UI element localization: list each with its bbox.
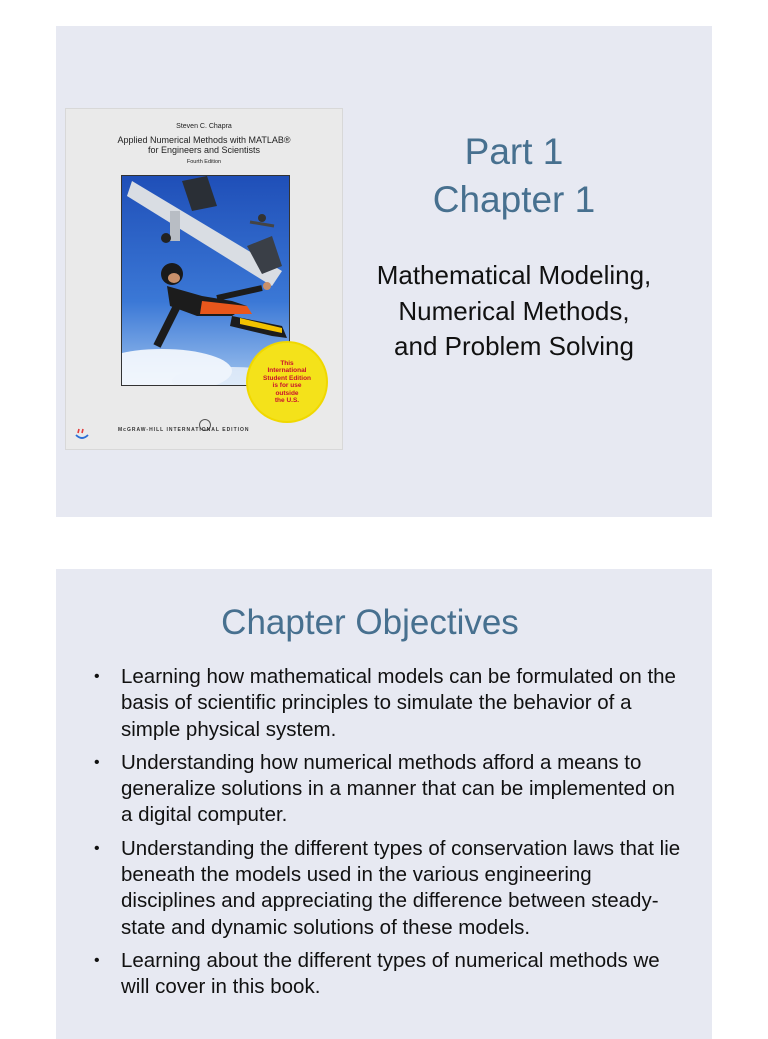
part-chapter-heading xyxy=(356,128,672,224)
objective-text: Understanding how numerical methods afford a means to generalize solutions in a manner that can be implemented on a digital computer. xyxy=(121,750,675,827)
cover-title-line2: for Engineers and Scientists xyxy=(147,145,261,155)
list-item xyxy=(94,948,684,1001)
objective-text: Learning about the different types of numerical methods we will cover in this book. xyxy=(121,948,660,999)
bullet-icon: • xyxy=(94,951,100,969)
cover-edition: Fourth Edition xyxy=(186,159,222,165)
cover-publisher: McGRAW-HILL INTERNATIONAL EDITION xyxy=(118,427,250,433)
list-item xyxy=(94,664,684,743)
objectives-list xyxy=(94,664,684,1008)
bullet-icon: • xyxy=(94,839,100,857)
chapter-subtitle xyxy=(346,258,682,365)
smile-logo-icon xyxy=(74,427,90,441)
subtitle-line: Numerical Methods, xyxy=(398,295,630,326)
cover-author: Steven C. Chapra xyxy=(176,123,232,130)
subtitle-line: Mathematical Modeling, xyxy=(376,260,652,290)
chapter-label: Chapter 1 xyxy=(432,179,596,220)
international-edition-badge xyxy=(248,343,326,421)
objective-text: Learning how mathematical models can be formulated on the basis of scientific principles to simulate the behavior of a simple physical system. xyxy=(121,665,676,741)
badge-line: the U.S. xyxy=(274,397,300,404)
subtitle-line: and Problem Solving xyxy=(394,331,634,361)
list-item xyxy=(94,836,684,941)
objective-text: Understanding the different types of conservation laws that lie beneath the models used in the various engineering disciplines and appreciating the difference between steady-state and dynamic solutions of these models. xyxy=(121,836,681,939)
cover-title-line1: Applied Numerical Methods with MATLAB® xyxy=(117,135,291,145)
list-item xyxy=(94,750,684,829)
cover-title xyxy=(66,135,342,155)
badge-line: This xyxy=(280,359,294,367)
objectives-title: Chapter Objectives xyxy=(221,603,519,642)
part-label: Part 1 xyxy=(464,131,564,172)
badge-line: outside xyxy=(275,389,299,397)
book-cover-image xyxy=(65,108,343,450)
badge-line: is for use xyxy=(272,382,302,389)
title-slide xyxy=(56,26,712,517)
bullet-icon: • xyxy=(94,668,100,685)
badge-line: International xyxy=(267,367,307,374)
bullet-icon: • xyxy=(94,753,100,771)
badge-line: Student Edition xyxy=(262,374,312,382)
objectives-slide xyxy=(56,569,712,1039)
